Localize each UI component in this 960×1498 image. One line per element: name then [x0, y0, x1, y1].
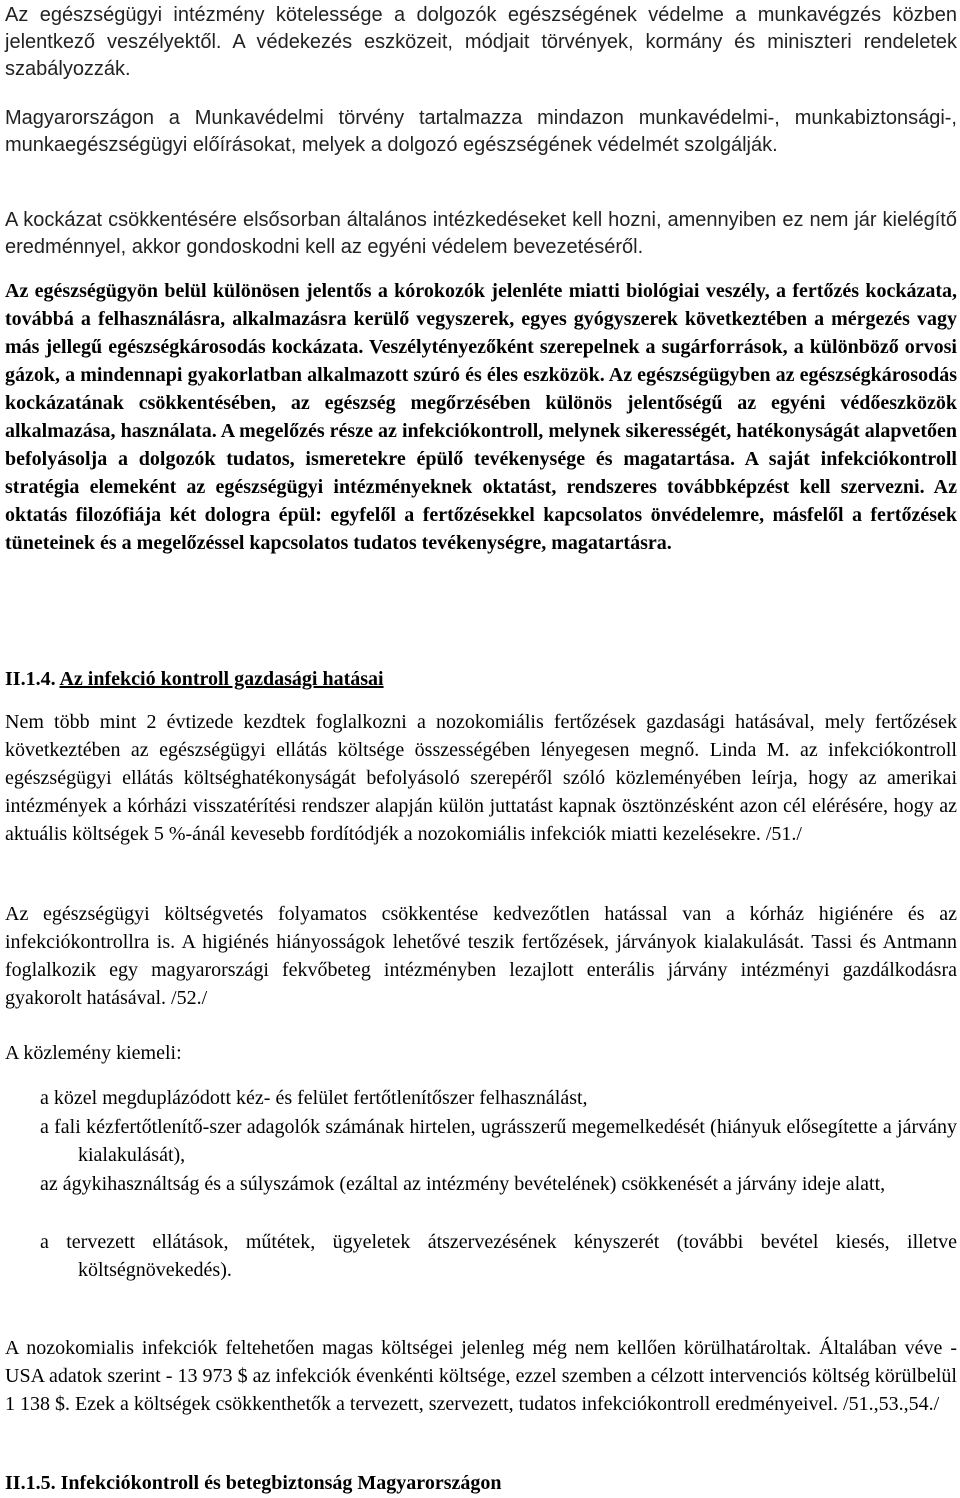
paragraph-healthcare-hazards: Az egészségügyön belül különösen jelentős a kórokozók jelenléte miatti biológiai veszély, a fertőzés kockázata, továbbá a felhasználásra, alkalmazásra kerülő vegyszerek, egyes gyógyszerek következtében a mérgezés vagy más jellegű egészségkárosodás kockázata. Veszélytényezőként szerepelnek a sugárforrások, a különböző orvosi gázok, a mindennapi gyakorlatban alkalmazott szúró és éles eszközök. Az egészségügyben az egészségkárosodás kockázatának csökkentésében, az egészség megőrzésében különös jelentőségű az egyéni védőeszközök alkalmazása, használata. A megelőzés része az infekciókontroll, melynek sikerességét, hatékonyságát alapvetően befolyásolja a dolgozók tudatos, ismeretekre épülő tevékenysége és magatartása. A saját infekciókontroll stratégia elemeként az egészségügyi intézményeknek oktatást, rendszeres továbbképzést kell szervezni. Az oktatás filozófiája két dologra épül: egyfelől a fertőzésekkel kapcsolatos önvédelemre, másfelől a fertőzések tüneteinek és a megelőzéssel kapcsolatos tudatos tevékenységre, magatartásra.: [5, 280, 957, 554]
paragraph-nosocomial-costs: Nem több mint 2 évtizede kezdtek foglalkozni a nozokomiális fertőzések gazdasági hatásával, mely fertőzések következtében az egészségügyi ellátás költsége összességében lényegesen megnő. Linda M. az infekciókontroll egészségügyi ellátás költséghatékonyságát befolyásoló szerepéről szóló közleményében leírja, hogy az amerikai intézmények a kórházi visszatérítési rendszer alapján külön juttatást kapnak ösztönzésként azon cél elérésére, hogy az aktuális költségek 5 %-ánál kevesebb fordítódjék a nozokomiális infekciók miatti kezelésekre. /51./: [5, 711, 957, 845]
paragraph-employer-duty: Az egészségügyi intézmény kötelessége a dolgozók egészségének védelme a munkavégzés közben jelentkező veszélyektől. A védekezés eszközeit, módjait törvények, kormány és miniszteri rendeletek szabályozzák.: [5, 4, 957, 80]
paragraph-publication-intro: A közlemény kiemeli:: [5, 1042, 182, 1064]
list-item: az ágykihasználtság és a súlyszámok (ezáltal az intézmény bevételének) csökkenését a járvány ideje alatt,: [40, 1173, 886, 1195]
list-item: a közel megduplázódott kéz- és felület fertőtlenítőszer felhasználást,: [40, 1087, 588, 1109]
section-title: Infekciókontroll és betegbiztonság Magyarországon: [60, 1472, 502, 1494]
section-number: II.1.4.: [5, 668, 56, 690]
list-item: a fali kézfertőtlenítő-szer adagolók számának hirtelen, ugrásszerű megemelkedését (hiányuk elősegítette a járvány kialakulását),: [40, 1116, 957, 1166]
list-item: a tervezett ellátások, műtétek, ügyeletek átszervezésének kényszerét (további bevétel kiesés, illetve költségnövekedés).: [40, 1231, 957, 1281]
section-heading-economic-effects: [5, 665, 957, 693]
paragraph-labour-safety-law: Magyarországon a Munkavédelmi törvény tartalmazza mindazon munkavédelmi-, munkabiztonsági-, munkaegészségügyi előírásokat, melyek a dolgozó egészségének védelmét szolgálják.: [5, 107, 957, 156]
section-title: Az infekció kontroll gazdasági hatásai: [59, 668, 384, 690]
paragraph-budget-cuts: Az egészségügyi költségvetés folyamatos csökkentése kedvezőtlen hatással van a kórház higiénére és az infekciókontrollra is. A higiénés hiányosságok lehetővé teszik fertőzések, járványok kialakulását. Tassi és Antmann foglalkozik egy magyarországi fekvőbeteg intézményben lezajlott enterális járvány intézményi gazdálkodásra gyakorolt hatásával. /52./: [5, 903, 957, 1009]
paragraph-infection-costs-usa: A nozokomialis infekciók feltehetően magas költségei jelenleg még nem kellően körülhatároltak. Általában véve - USA adatok szerint - 13 973 $ az infekciók évenkénti költsége, ezzel szemben a célzott intervenciós költség körülbelül 1 138 $. Ezek a költségek csökkenthetők a tervezett, szervezett, tudatos infekciókontroll eredményeivel. /51.,53.,54./: [5, 1337, 957, 1415]
section-heading-patient-safety: [5, 1469, 957, 1497]
section-number: II.1.5.: [5, 1472, 56, 1494]
paragraph-risk-reduction: A kockázat csökkentésére elsősorban általános intézkedéseket kell hozni, amennyiben ez nem jár kielégítő eredménnyel, akkor gondoskodni kell az egyéni védelem bevezetéséről.: [5, 209, 957, 258]
